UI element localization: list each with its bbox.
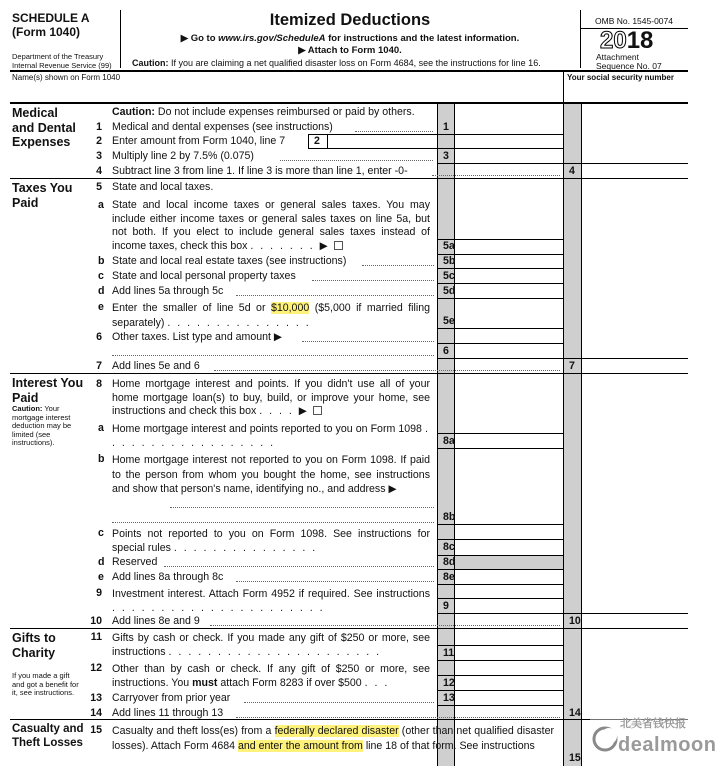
box-3-label: 3 — [443, 150, 449, 162]
disaster-highlight: federally declared disaster — [274, 725, 399, 737]
line-11-amount[interactable] — [455, 646, 562, 660]
line-5b-text: State and local real estate taxes (see instructions) — [112, 255, 347, 267]
line-number: 15 — [90, 724, 102, 736]
attachment-label: Attachment — [596, 52, 639, 62]
box-10-label: 10 — [569, 615, 581, 627]
line-7-amount[interactable] — [582, 359, 687, 373]
ssn-input[interactable] — [567, 84, 687, 100]
interest-caution: Caution: Your mortgage interest deduction may be limited (see instructions). — [12, 404, 72, 447]
line-number: 10 — [90, 615, 102, 627]
sequence-number: Sequence No. 07 — [596, 61, 662, 71]
line-letter: a — [98, 199, 104, 211]
form-title: Itemized Deductions — [269, 11, 431, 29]
line-7-text: Add lines 5e and 6 — [112, 360, 200, 372]
tax-year: 2018 — [600, 27, 654, 54]
shade-col-b — [563, 104, 581, 766]
line-8d-text: Reserved — [112, 556, 158, 568]
line-letter: d — [98, 556, 105, 568]
irs-label: Internal Revenue Service (99) — [12, 61, 112, 70]
line-5e-amount[interactable] — [455, 314, 562, 328]
line-5c-text: State and local personal property taxes — [112, 270, 296, 282]
line-5a-checkbox[interactable] — [334, 241, 343, 250]
box-12-label: 12 — [443, 677, 455, 689]
medical-caution: Caution: Do not include expenses reimbursed or paid by others. — [112, 106, 415, 118]
line-4-text: Subtract line 3 from line 1. If line 3 is more than line 1, enter -0- — [112, 165, 408, 177]
line-number: 5 — [96, 181, 102, 193]
line-number: 1 — [96, 121, 102, 133]
line-letter: c — [98, 527, 104, 539]
line-letter: e — [98, 301, 104, 313]
box-15-label: 15 — [569, 752, 581, 764]
line-8b-amount[interactable] — [455, 510, 562, 524]
line-8c-amount[interactable] — [455, 540, 562, 554]
line-14-text: Add lines 11 through 13 — [112, 707, 224, 719]
line-8b-address-input[interactable] — [170, 495, 434, 507]
line-number: 8 — [96, 378, 102, 390]
box-14-label: 14 — [569, 707, 581, 719]
box-6-label: 6 — [443, 345, 449, 357]
line-number: 4 — [96, 165, 102, 177]
line-3-amount[interactable] — [455, 149, 562, 163]
line-number: 7 — [96, 360, 102, 372]
box-2-label: 2 — [314, 135, 320, 147]
line-letter: c — [98, 270, 104, 282]
line-5d-text: Add lines 5a through 5c — [112, 285, 224, 297]
line-12-amount[interactable] — [455, 676, 562, 690]
box-8c-label: 8c — [443, 541, 455, 553]
line-5c-amount[interactable] — [455, 269, 562, 283]
line-number: 6 — [96, 331, 102, 343]
watermark-en: dealmoon — [618, 734, 716, 756]
section-taxes: Taxes You Paid — [12, 181, 73, 210]
box-8d-label: 8d — [443, 556, 456, 568]
line-6-amount[interactable] — [455, 344, 562, 358]
box-8b-label: 8b — [443, 511, 456, 523]
line-13-amount[interactable] — [455, 691, 562, 705]
dealmoon-logo-icon — [592, 726, 618, 752]
omb-number: OMB No. 1545-0074 — [595, 16, 673, 26]
line-number: 11 — [90, 631, 102, 643]
line-8a-amount[interactable] — [455, 434, 562, 448]
dept-label: Department of the Treasury — [12, 52, 104, 61]
line-3-text: Multiply line 2 by 7.5% (0.075) — [112, 150, 254, 162]
line-8a-text: Home mortgage interest and points reported to you on Form 1098 . . . . . . . . . . . . . . . . . . — [112, 423, 430, 449]
box-5a-label: 5a — [443, 240, 455, 252]
line-number: 12 — [90, 662, 102, 674]
box-7-label: 7 — [569, 360, 575, 372]
line-number: 3 — [96, 150, 102, 162]
line-6-text: Other taxes. List type and amount ▶ — [112, 331, 283, 343]
section-interest: Interest You Paid — [12, 376, 84, 405]
line-8-checkbox[interactable] — [313, 406, 322, 415]
irs-url-link[interactable]: www.irs.gov/ScheduleA — [218, 33, 326, 44]
box-5e-label: 5e — [443, 315, 455, 327]
section-gifts: Gifts to Charity — [12, 631, 56, 660]
line-2-text: Enter amount from Form 1040, line 7 — [112, 135, 286, 147]
line-letter: d — [98, 285, 105, 297]
watermark — [590, 712, 716, 764]
line-15-text: Casualty and theft loss(es) from a federally declared disaster (other than net qualified disaster losses). Attach Form 4684 and enter the amount from line 18 of that form. See instructions — [112, 725, 554, 752]
box-8a-label: 8a — [443, 435, 455, 447]
line-12-text: Other than by cash or check. If any gift of $250 or more, see instructions. You must attach Form 8283 if over $500 . . . — [112, 663, 430, 689]
line-5d-amount[interactable] — [455, 284, 562, 298]
section-casualty: Casualty and Theft Losses — [12, 723, 84, 749]
box-1-label: 1 — [443, 121, 449, 133]
line-8c-text: Points not reported to you on Form 1098. See instructions for special rules . . . . . . . . . . . . . . . — [112, 528, 430, 554]
line-5b-amount[interactable] — [455, 255, 562, 268]
line-13-text: Carryover from prior year — [112, 692, 231, 704]
box-9-label: 9 — [443, 600, 449, 612]
gifts-note: If you made a gift and got a benefit for it, see instructions. — [12, 671, 79, 697]
line-letter: b — [98, 453, 105, 465]
line-6-type-input[interactable] — [302, 329, 434, 341]
box-11-label: 11 — [443, 647, 455, 659]
amount-highlight: and enter the amount from — [238, 739, 363, 752]
goto-instructions[interactable]: ▶ Go to www.irs.gov/ScheduleA for instructions and the latest information. — [180, 33, 520, 44]
line-1-amount[interactable] — [455, 119, 562, 133]
line-8-text: Home mortgage interest and points. If you didn't use all of your home mortgage loan(s) to buy, build, or improve your home, see instructions and check this box . . . . ▶ — [112, 378, 430, 417]
box-8e-label: 8e — [443, 571, 455, 583]
line-letter: e — [98, 571, 104, 583]
line-number: 2 — [96, 135, 102, 147]
line-letter: b — [98, 255, 105, 267]
attach-note: ▶ Attach to Form 1040. — [298, 45, 402, 56]
line-4-amount[interactable] — [582, 164, 687, 178]
line-5a-amount[interactable] — [455, 240, 562, 254]
form-number: (Form 1040) — [12, 25, 81, 39]
line-5-text: State and local taxes. — [112, 181, 214, 193]
name-input[interactable] — [12, 84, 562, 100]
box-5b-label: 5b — [443, 255, 456, 267]
header-caution: Caution: If you are claiming a net qualified disaster loss on Form 4684, see the instructions for line 16. — [132, 58, 541, 68]
line-9-text: Investment interest. Attach Form 4952 if required. See instructions . . . . . . . . . . . . . . . . . . . . . . — [112, 588, 430, 614]
line-11-text: Gifts by cash or check. If you made any gift of $250 or more, see instructions . . . . . . . . . . . . . . . . . . . . . . — [112, 632, 430, 658]
line-9-amount[interactable] — [455, 599, 562, 613]
line-number: 14 — [90, 707, 102, 719]
name-label: Name(s) shown on Form 1040 — [12, 73, 121, 82]
box-5c-label: 5c — [443, 270, 455, 282]
reserved-shade — [454, 555, 563, 569]
line-8b-text: Home mortgage interest not reported to you on Form 1098. If paid to the person from whom you bought the home, see instructions and show that person's name, identifying no., and address ▶ — [112, 454, 430, 495]
ssn-label: Your social security number — [567, 73, 674, 82]
line-5a-text: State and local income taxes or general sales taxes. You may include either income taxes or general sales taxes on line 5a, but not both. If you elect to include general sales taxes instead of income taxes, check this box . . . . . . . ▶ — [112, 199, 430, 252]
line-5e-text: Enter the smaller of line 5d or $10,000 ($5,000 if married filing separately) . . . . . . . . . . . . . . . — [112, 302, 430, 329]
schedule-label: SCHEDULE A — [12, 11, 90, 25]
box-13-label: 13 — [443, 692, 455, 704]
box-5d-label: 5d — [443, 285, 456, 297]
line-8e-text: Add lines 8a through 8c — [112, 571, 224, 583]
section-medical: Medical and Dental Expenses — [12, 106, 76, 149]
limit-highlight: $10,000 — [270, 302, 310, 314]
watermark-cn: 北美省钱快报 — [620, 718, 686, 730]
line-10-text: Add lines 8e and 9 — [112, 615, 200, 627]
line-1-text: Medical and dental expenses (see instructions) — [112, 121, 333, 133]
line-10-amount[interactable] — [582, 614, 687, 628]
line-number: 13 — [90, 692, 102, 704]
line-2-amount[interactable] — [328, 135, 436, 148]
line-number: 9 — [96, 587, 102, 599]
line-letter: a — [98, 422, 104, 434]
box-4-label: 4 — [569, 165, 575, 177]
line-8e-amount[interactable] — [455, 570, 562, 584]
